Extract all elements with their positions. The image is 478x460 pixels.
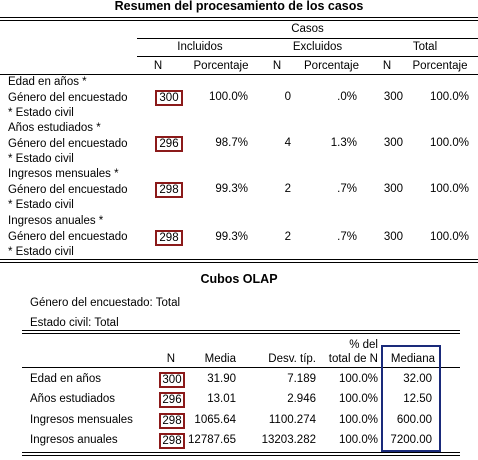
summary-row-label: Años estudiados * Género del encuestado * Estado civil [8,122,128,165]
subcol-tot-pct: Porcentaje [412,60,468,72]
summary-tot-n: 300 [383,231,403,243]
summary-tot-n: 300 [383,137,403,149]
group-total: Total [412,41,438,53]
summary-bottom-rule [0,259,478,263]
subcol-tot-n: N [382,60,392,72]
olap-mediana: 32.00 [403,373,432,385]
olap-media: 12787.65 [188,434,236,446]
summary-n-highlight: 298 [155,230,183,246]
summary-top-rule [0,17,478,21]
summary-subheader-rule [137,56,478,57]
olap-pct: 100.0% [338,434,378,446]
olap-mediana: 7200.00 [390,434,432,446]
subcol-inc-n: N [153,60,163,72]
summary-n-highlight: 298 [155,182,183,198]
summary-exc-pct: .7% [337,231,357,243]
summary-inc-pct: 99.3% [215,231,248,243]
summary-exc-pct: .0% [337,91,357,103]
olap-pct: 100.0% [338,373,378,385]
summary-group-header: Casos [291,23,324,35]
subcol-exc-pct: Porcentaje [304,60,359,72]
summary-inc-pct: 100.0% [208,91,248,103]
olap-layer-civil: Estado civil: Total [30,317,119,329]
olap-header-mediana: Mediana [390,353,435,365]
olap-media: 1065.64 [194,414,236,426]
summary-inc-pct: 98.7% [215,137,248,149]
summary-row-label: Ingresos anuales * Género del encuestado * Estado civil [8,215,128,258]
olap-pct: 100.0% [338,414,378,426]
summary-tot-pct: 100.0% [429,91,469,103]
olap-row-label: Ingresos mensuales [30,414,133,426]
subcol-inc-pct: Porcentaje [193,60,249,72]
summary-tot-n: 300 [383,91,403,103]
olap-layer-gender: Género del encuestado: Total [30,297,181,309]
olap-row-label: Ingresos anuales [30,434,118,446]
summary-title: Resumen del procesamiento de los casos [114,0,364,13]
summary-exc-n: 2 [284,183,291,195]
olap-header-pct-line1: % del [349,339,378,351]
summary-n-highlight: 300 [155,90,183,106]
olap-media: 31.90 [207,373,236,385]
olap-n-highlight: 298 [159,433,185,449]
olap-desv: 7.189 [287,373,316,385]
olap-desv: 1100.274 [268,414,316,426]
olap-header-media: Media [204,353,236,365]
summary-row-label: Ingresos mensuales * Género del encuestado * Estado civil [8,168,128,211]
summary-tot-n: 300 [383,183,403,195]
olap-header-pct-line2: total de N [328,353,378,365]
summary-tot-pct: 100.0% [429,137,469,149]
summary-header-rule [137,38,478,39]
olap-n-highlight: 300 [159,372,185,388]
olap-top-rule [22,330,460,334]
summary-tot-pct: 100.0% [429,183,469,195]
olap-n-highlight: 298 [159,413,185,429]
olap-desv: 13203.282 [261,434,316,446]
olap-header-desv: Desv. típ. [268,353,316,365]
olap-mediana: 600.00 [396,414,432,426]
summary-exc-n: 2 [284,231,291,243]
olap-n-highlight: 296 [159,392,185,408]
summary-tot-pct: 100.0% [429,231,469,243]
olap-row-label: Años estudiados [30,393,116,405]
olap-media: 13.01 [207,393,236,405]
summary-exc-pct: .7% [337,183,357,195]
summary-exc-n: 0 [284,91,291,103]
summary-exc-n: 4 [284,137,291,149]
group-excluidos: Excluidos [292,41,343,53]
olap-bottom-rule [22,452,460,456]
subcol-exc-n: N [272,60,282,72]
group-incluidos: Incluidos [177,41,223,53]
summary-inc-pct: 99.3% [215,183,248,195]
olap-row-label: Edad en años [30,373,101,385]
mediana-highlight-box [381,345,441,452]
summary-exc-pct: 1.3% [330,137,357,149]
olap-mediana: 12.50 [403,393,432,405]
summary-n-highlight: 296 [155,136,183,152]
summary-row-label: Edad en años * Género del encuestado * Estado civil [8,76,128,119]
olap-header-n: N [166,353,175,365]
olap-pct: 100.0% [338,393,378,405]
olap-title: Cubos OLAP [200,272,278,286]
olap-desv: 2.946 [287,393,316,405]
